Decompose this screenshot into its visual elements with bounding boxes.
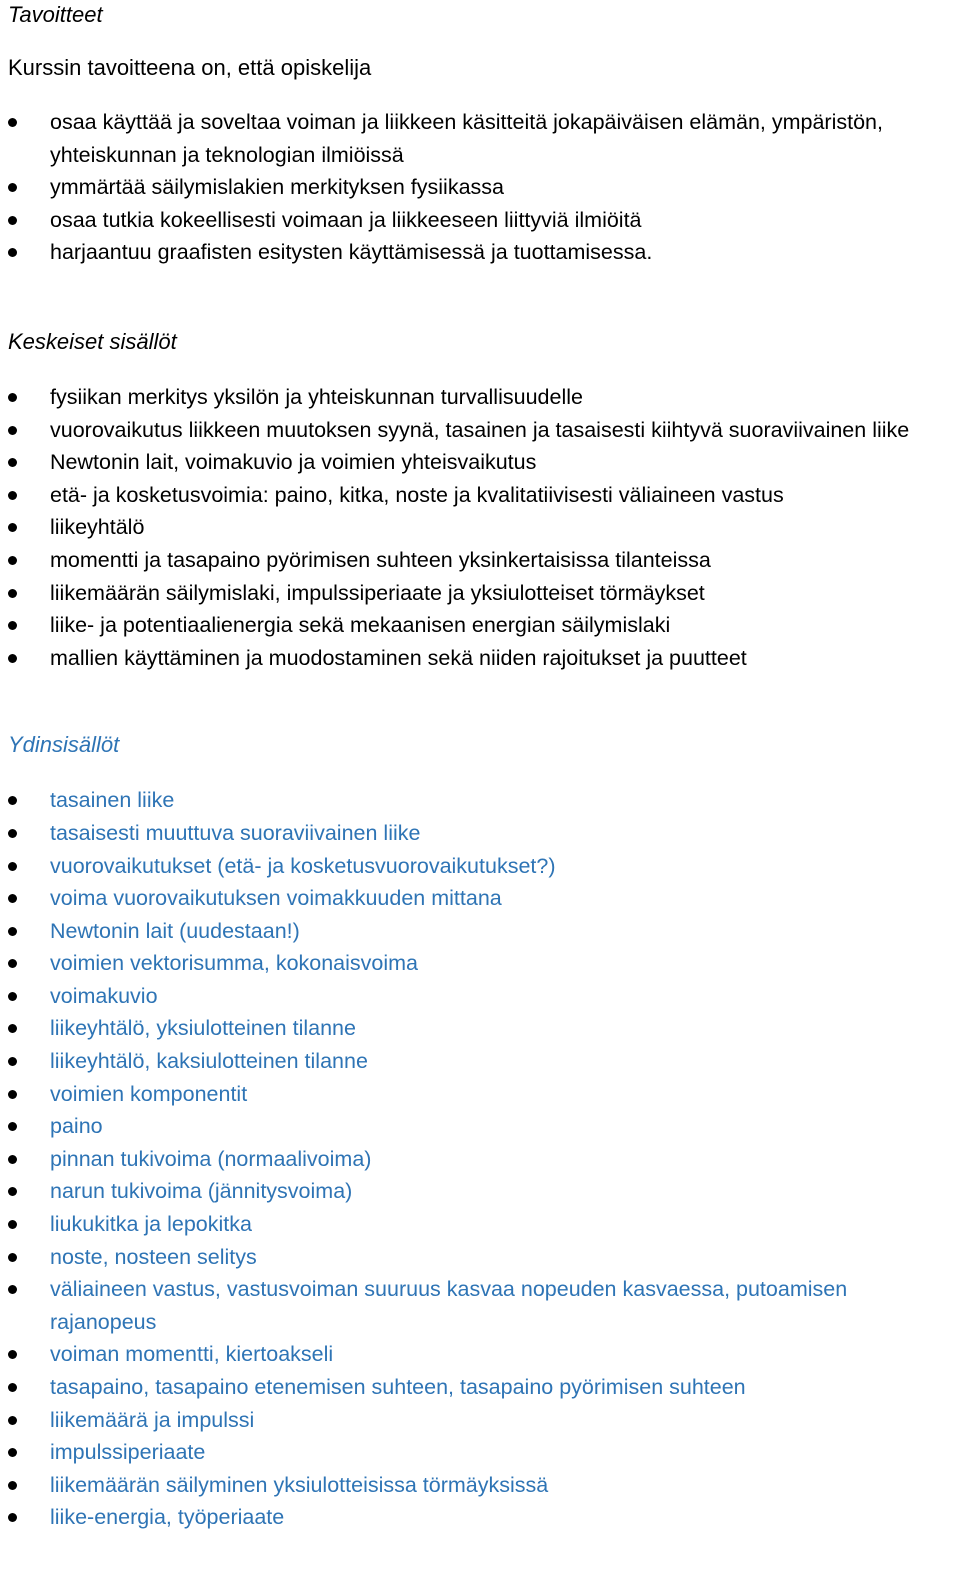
list-item: pinnan tukivoima (normaalivoima): [8, 1143, 952, 1176]
list-item: paino: [8, 1110, 952, 1143]
core-contents-section: [8, 327, 952, 674]
list-item: liukukitka ja lepokitka: [8, 1208, 952, 1241]
list-item: mallien käyttäminen ja muodostaminen sekä niiden rajoitukset ja puutteet: [8, 642, 952, 675]
essentials-section: [8, 730, 952, 1534]
list-item: liikeyhtälö, yksiulotteinen tilanne: [8, 1012, 952, 1045]
list-item: liikeyhtälö: [8, 511, 952, 544]
list-item: voimien vektorisumma, kokonaisvoima: [8, 947, 952, 980]
list-item: osaa käyttää ja soveltaa voiman ja liikkeen käsitteitä jokapäiväisen elämän, ympäristön, yhteiskunnan ja teknologian ilmiöissä: [8, 106, 952, 171]
list-item: tasaisesti muuttuva suoraviivainen liike: [8, 817, 952, 850]
list-item: liikemäärän säilymislaki, impulssiperiaate ja yksiulotteiset törmäykset: [8, 577, 952, 610]
list-item: etä- ja kosketusvoimia: paino, kitka, noste ja kvalitatiivisesti väliaineen vastus: [8, 479, 952, 512]
list-item: voiman momentti, kiertoakseli: [8, 1338, 952, 1371]
list-item: vuorovaikutukset (etä- ja kosketusvuorovaikutukset?): [8, 850, 952, 883]
list-item: vuorovaikutus liikkeen muutoksen syynä, tasainen ja tasaisesti kiihtyvä suoraviivainen liike: [8, 414, 952, 447]
list-item: tasapaino, tasapaino etenemisen suhteen, tasapaino pyörimisen suhteen: [8, 1371, 952, 1404]
list-item: ymmärtää säilymislakien merkityksen fysiikassa: [8, 171, 952, 204]
list-item: harjaantuu graafisten esitysten käyttämisessä ja tuottamisessa.: [8, 236, 952, 269]
core-contents-heading: Keskeiset sisällöt: [8, 328, 177, 354]
list-item: liikemäärän säilyminen yksiulotteisissa törmäyksissä: [8, 1469, 952, 1502]
goals-section: [8, 0, 952, 269]
list-item: voimakuvio: [8, 980, 952, 1013]
list-item: liike-energia, työperiaate: [8, 1501, 952, 1534]
essentials-heading: Ydinsisällöt: [8, 732, 120, 758]
list-item: fysiikan merkitys yksilön ja yhteiskunnan turvallisuudelle: [8, 381, 952, 414]
list-item: voimien komponentit: [8, 1078, 952, 1111]
goals-list: [8, 106, 952, 269]
list-item: väliaineen vastus, vastusvoiman suuruus kasvaa nopeuden kasvaessa, putoamisen rajanopeus: [8, 1273, 952, 1338]
core-contents-list: [8, 381, 952, 674]
list-item: Newtonin lait, voimakuvio ja voimien yhteisvaikutus: [8, 446, 952, 479]
list-item: osaa tutkia kokeellisesti voimaan ja liikkeeseen liittyviä ilmiöitä: [8, 204, 952, 237]
list-item: narun tukivoima (jännitysvoima): [8, 1175, 952, 1208]
essentials-list: [8, 784, 952, 1534]
list-item: liikeyhtälö, kaksiulotteinen tilanne: [8, 1045, 952, 1078]
list-item: liike- ja potentiaalienergia sekä mekaanisen energian säilymislaki: [8, 609, 952, 642]
list-item: tasainen liike: [8, 784, 952, 817]
goals-intro: Kurssin tavoitteena on, että opiskelija: [8, 55, 372, 80]
goals-heading: Tavoitteet: [8, 2, 103, 27]
list-item: impulssiperiaate: [8, 1436, 952, 1469]
list-item: noste, nosteen selitys: [8, 1241, 952, 1274]
list-item: Newtonin lait (uudestaan!): [8, 915, 952, 948]
list-item: liikemäärä ja impulssi: [8, 1404, 952, 1437]
list-item: momentti ja tasapaino pyörimisen suhteen yksinkertaisissa tilanteissa: [8, 544, 952, 577]
list-item: voima vuorovaikutuksen voimakkuuden mittana: [8, 882, 952, 915]
